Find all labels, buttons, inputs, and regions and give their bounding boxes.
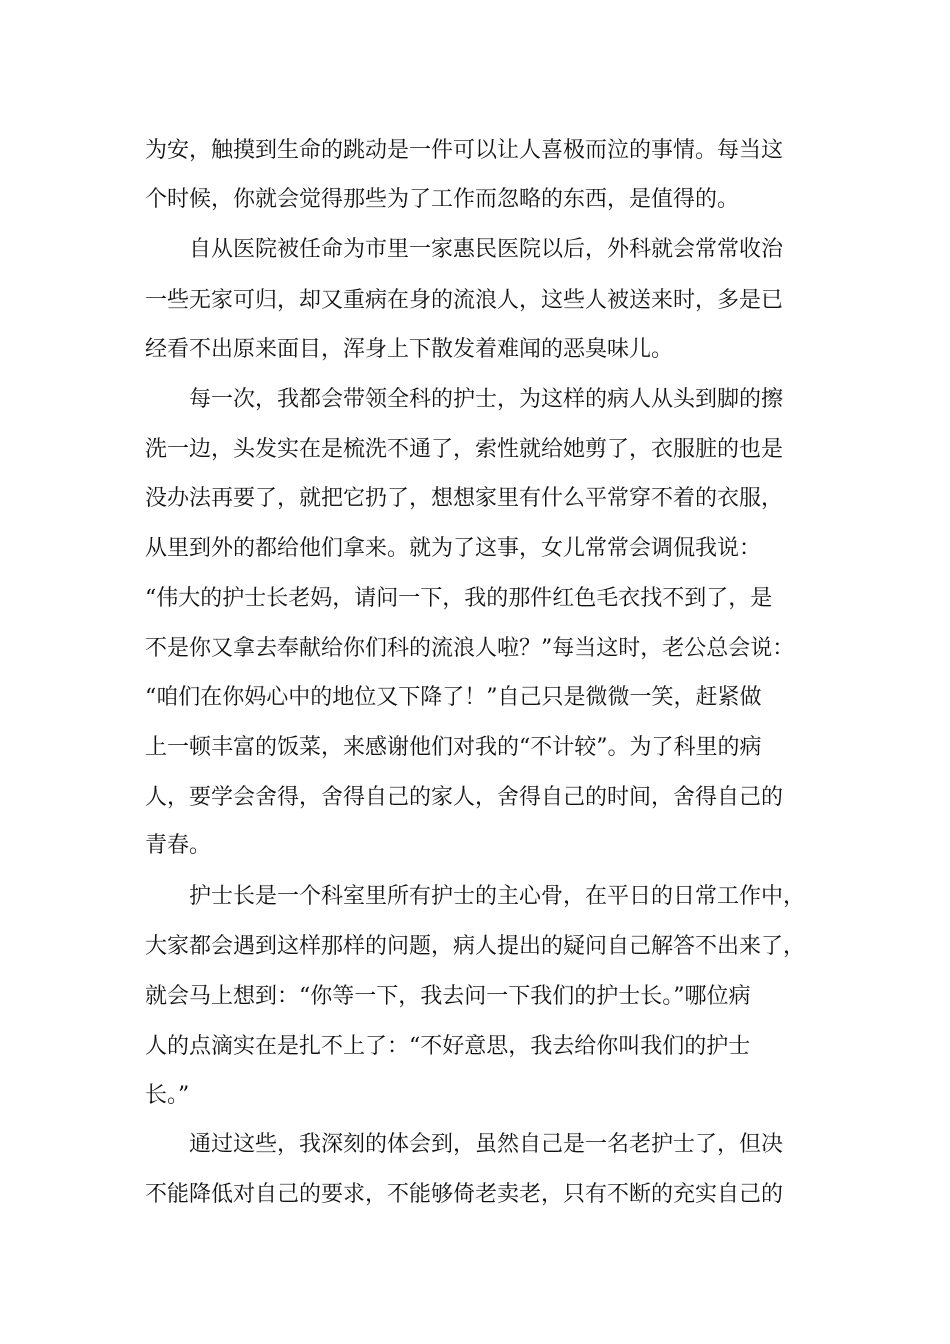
text-line: 人的点滴实在是扎不上了：“不好意思，我去给你叫我们的护士 <box>145 1034 751 1059</box>
text-line: 洗一边，头发实在是梳洗不通了，索性就给她剪了，衣服脏的也是 <box>145 437 784 462</box>
paragraph-first-line: 自从医院被任命为市里一家惠民医院以后，外科就会常常收治 <box>189 237 784 262</box>
text-line: “咱们在你妈心中的地位又下降了！”自己只是微微一笑，赶紧做 <box>145 685 762 710</box>
text-line: 从里到外的都给他们拿来。就为了这事，女儿常常会调侃我说： <box>145 536 762 561</box>
text-line: 就会马上想到：“你等一下，我去问一下我们的护士长。”哪位病 <box>145 984 751 1009</box>
text-line: 为安，触摸到生命的跳动是一件可以让人喜极而泣的事情。每当这 <box>145 138 784 163</box>
paragraph-first-line: 护士长是一个科室里所有护士的主心骨，在平日的日常工作中， <box>189 884 806 909</box>
text-line: “伟大的护士长老妈，请问一下，我的那件红色毛衣找不到了，是 <box>145 586 773 611</box>
text-line: 不能降低对自己的要求，不能够倚老卖老，只有不断的充实自己的 <box>145 1182 784 1207</box>
text-line: 一些无家可归，却又重病在身的流浪人，这些人被送来时，多是已 <box>145 288 784 313</box>
text-line: 上一顿丰富的饭菜，来感谢他们对我的“不计较”。为了科里的病 <box>145 735 762 760</box>
text-line: 大家都会遇到这样那样的问题，病人提出的疑问自己解答不出来了， <box>145 934 806 959</box>
text-line: 没办法再要了，就把它扔了，想想家里有什么平常穿不着的衣服， <box>145 486 784 511</box>
text-line: 青春。 <box>145 833 212 858</box>
text-line: 人，要学会舍得，舍得自己的家人，舍得自己的时间，舍得自己的 <box>145 785 784 810</box>
text-line: 不是你又拿去奉献给你们科的流浪人啦？”每当这时，老公总会说： <box>145 636 795 661</box>
text-line: 经看不出原来面目，浑身上下散发着难闻的恶臭味儿。 <box>145 337 674 362</box>
text-line: 长。” <box>145 1083 190 1108</box>
paragraph-first-line: 每一次，我都会带领全科的护士，为这样的病人从头到脚的擦 <box>189 387 784 412</box>
text-line: 个时候，你就会觉得那些为了工作而忽略的东西，是值得的。 <box>145 187 740 212</box>
paragraph-first-line: 通过这些，我深刻的体会到，虽然自己是一名老护士了，但决 <box>189 1132 784 1157</box>
